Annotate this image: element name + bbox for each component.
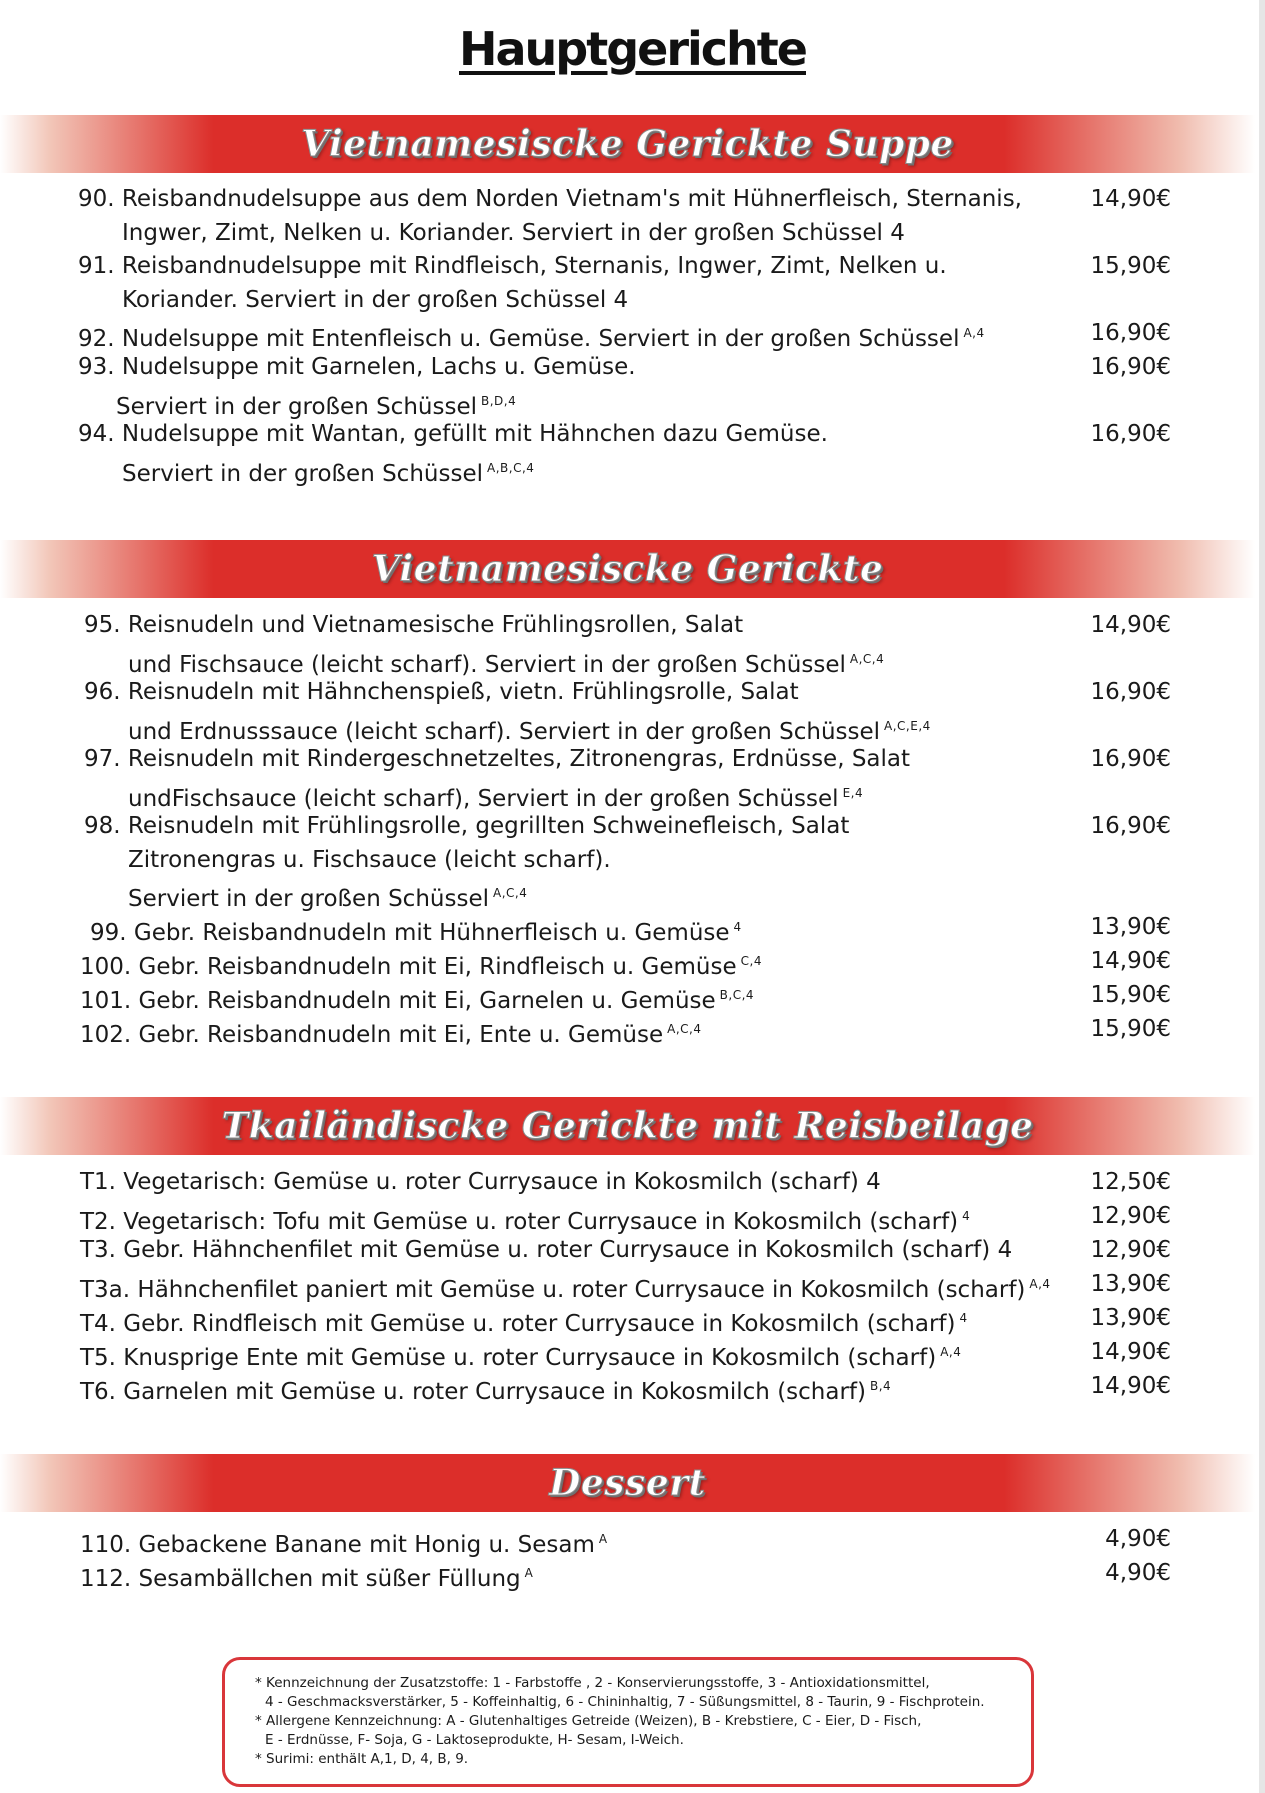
dish-price: 14,90€ — [1090, 612, 1171, 638]
dish-text: Serviert in der großen Schüssel — [116, 393, 477, 420]
dish-text: undFischsauce (leicht scharf), Serviert in der großen Schüssel — [128, 785, 839, 812]
menu-item — [0, 1200, 1265, 1234]
dish-text: T3a. Hähnchenfilet paniert mit Gemüse u. roter Currysauce in Kokosmilch (scharf) — [80, 1277, 1026, 1303]
dish-text: 96. Reisnudeln mit Hähnchenspieß, vietn. Frühlingsrolle, Salat — [84, 679, 799, 705]
dish-price: 16,90€ — [1090, 679, 1171, 705]
section-banner — [0, 1097, 1255, 1155]
dish-text: Serviert in der großen Schüssel — [122, 460, 483, 487]
allergen-codes: A,C,4 — [849, 651, 885, 666]
dish-price: 14,90€ — [1090, 1373, 1171, 1399]
legend-line: * Allergene Kennzeichnung: A - Glutenhaltiges Getreide (Weizen), B - Krebstiere, C - Eier, D - Fisch, — [255, 1713, 922, 1729]
section-banner — [0, 540, 1255, 598]
dish-price: 14,90€ — [1090, 948, 1171, 974]
menu-item — [0, 351, 1265, 418]
dish-price: 16,90€ — [1090, 421, 1171, 447]
dish-price: 4,90€ — [1105, 1560, 1171, 1586]
dish-price: 12,50€ — [1090, 1169, 1171, 1195]
section-title: Vietnamesiscke Gerickte Suppe — [301, 123, 954, 165]
allergen-codes: A,B,C,4 — [487, 460, 535, 475]
dish-text: 92. Nudelsuppe mit Entenfleisch u. Gemüse. Serviert in der großen Schüssel — [78, 326, 960, 352]
allergen-codes: C,4 — [740, 954, 762, 968]
dish-text: Serviert in der großen Schüssel — [128, 886, 489, 912]
menu-item — [0, 1370, 1265, 1404]
dish-text: 102. Gebr. Reisbandnudeln mit Ei, Ente u. Gemüse — [80, 1022, 664, 1048]
menu-item — [0, 418, 1265, 485]
dish-text: 100. Gebr. Reisbandnudeln mit Ei, Rindfleisch u. Gemüse — [80, 954, 737, 980]
dish-text: T5. Knusprige Ente mit Gemüse u. roter Currysauce in Kokosmilch (scharf) — [80, 1345, 937, 1371]
allergen-codes: A,4 — [940, 1345, 962, 1359]
section-title: Vietnamesiscke Gerickte — [371, 548, 884, 590]
allergen-codes: B,4 — [870, 1379, 892, 1393]
allergen-codes: A — [524, 1566, 534, 1580]
dish-text: und Fischsauce (leicht scharf). Serviert in der großen Schüssel — [128, 651, 846, 678]
page-title: Hauptgerichte — [459, 22, 806, 76]
additives-legend — [222, 1657, 1034, 1787]
menu-item — [0, 609, 1265, 676]
menu-item — [0, 183, 1265, 250]
menu-item — [0, 1268, 1265, 1302]
allergen-codes: B,D,4 — [481, 393, 517, 408]
allergen-codes: B,C,4 — [719, 988, 755, 1002]
dish-text: 91. Reisbandnudelsuppe mit Rindfleisch, Sternanis, Ingwer, Zimt, Nelken u. — [78, 253, 947, 279]
dish-text: T6. Garnelen mit Gemüse u. roter Currysauce in Kokosmilch (scharf) — [80, 1379, 866, 1405]
dish-text: 99. Gebr. Reisbandnudeln mit Hühnerfleisch u. Gemüse — [90, 920, 730, 946]
section-banner — [0, 1454, 1255, 1512]
menu-item — [0, 1523, 1265, 1557]
allergen-codes: 4 — [733, 920, 742, 934]
menu-item — [0, 979, 1265, 1013]
menu-item — [0, 810, 1265, 911]
allergen-codes: E,4 — [842, 785, 864, 800]
dish-price: 15,90€ — [1090, 1016, 1171, 1042]
menu-item — [0, 1336, 1265, 1370]
dish-price: 16,90€ — [1090, 746, 1171, 772]
dish-text: T4. Gebr. Rindfleisch mit Gemüse u. roter Currysauce in Kokosmilch (scharf) — [80, 1311, 956, 1337]
dish-text: 94. Nudelsuppe mit Wantan, gefüllt mit Hähnchen dazu Gemüse. — [78, 421, 828, 447]
dish-text: 110. Gebackene Banane mit Honig u. Sesam — [80, 1532, 595, 1558]
dish-text: 97. Reisnudeln mit Rindergeschnetzeltes, Zitronengras, Erdnüsse, Salat — [84, 746, 911, 772]
dish-text: T2. Vegetarisch: Tofu mit Gemüse u. roter Currysauce in Kokosmilch (scharf) — [80, 1209, 959, 1235]
menu-item — [0, 911, 1265, 945]
dish-price: 14,90€ — [1090, 186, 1171, 212]
legend-line: * Kennzeichnung der Zusatzstoffe: 1 - Farbstoffe , 2 - Konservierungsstoffe, 3 - Antioxidationsmittel, — [255, 1675, 930, 1691]
menu-item — [0, 317, 1265, 351]
dish-text: T3. Gebr. Hähnchenfilet mit Gemüse u. roter Currysauce in Kokosmilch (scharf) 4 — [80, 1237, 1013, 1263]
dish-price: 15,90€ — [1090, 982, 1171, 1008]
dish-price: 12,90€ — [1090, 1203, 1171, 1229]
menu-item — [0, 250, 1265, 317]
dish-text: Ingwer, Zimt, Nelken u. Koriander. Serviert in der großen Schüssel 4 — [122, 219, 905, 246]
menu-item — [0, 1234, 1265, 1268]
dish-text: 112. Sesambällchen mit süßer Füllung — [80, 1566, 521, 1592]
dish-price: 16,90€ — [1090, 354, 1171, 380]
menu-item — [0, 1013, 1265, 1047]
dish-text: 101. Gebr. Reisbandnudeln mit Ei, Garnelen u. Gemüse — [80, 988, 716, 1014]
allergen-codes: A,C,4 — [493, 886, 528, 900]
legend-line: E - Erdnüsse, F- Soja, G - Laktoseprodukte, H- Sesam, I-Weich. — [265, 1732, 684, 1748]
dish-price: 4,90€ — [1105, 1526, 1171, 1552]
allergen-codes: A,C,E,4 — [884, 718, 931, 733]
section-title: Tkailändiscke Gerickte mit Reisbeilage — [221, 1105, 1034, 1147]
dish-price: 15,90€ — [1090, 253, 1171, 279]
dish-price: 16,90€ — [1090, 813, 1171, 839]
dish-text: T1. Vegetarisch: Gemüse u. roter Currysauce in Kokosmilch (scharf) 4 — [80, 1169, 881, 1195]
menu-item — [0, 1166, 1265, 1200]
dish-price: 14,90€ — [1090, 1339, 1171, 1365]
menu-item — [0, 676, 1265, 743]
allergen-codes: A,C,4 — [667, 1022, 702, 1036]
dish-text: und Erdnusssauce (leicht scharf). Serviert in der großen Schüssel — [128, 718, 881, 745]
dish-text: 90. Reisbandnudelsuppe aus dem Norden Vietnam's mit Hühnerfleisch, Sternanis, — [78, 186, 1022, 212]
allergen-codes: 4 — [959, 1311, 968, 1325]
dish-text: 98. Reisnudeln mit Frühlingsrolle, gegrillten Schweinefleisch, Salat — [84, 813, 850, 839]
dish-price: 13,90€ — [1090, 1305, 1171, 1331]
menu-item — [0, 1302, 1265, 1336]
section-banner — [0, 115, 1255, 173]
menu-item — [0, 743, 1265, 810]
dish-text: 95. Reisnudeln und Vietnamesische Frühlingsrollen, Salat — [84, 612, 744, 638]
legend-line: * Surimi: enthält A,1, D, 4, B, 9. — [255, 1751, 469, 1767]
legend-line: 4 - Geschmacksverstärker, 5 - Koffeinhaltig, 6 - Chininhaltig, 7 - Süßungsmittel, 8 - Taurin, 9 - Fischprotein. — [265, 1694, 985, 1710]
section-title: Dessert — [549, 1462, 706, 1504]
dish-price: 16,90€ — [1090, 320, 1171, 346]
menu-item — [0, 945, 1265, 979]
dish-price: 12,90€ — [1090, 1237, 1171, 1263]
allergen-codes: 4 — [962, 1209, 971, 1223]
menu-item — [0, 1557, 1265, 1591]
dish-price: 13,90€ — [1090, 1271, 1171, 1297]
allergen-codes: A — [598, 1532, 608, 1546]
dish-text: Koriander. Serviert in der großen Schüssel 4 — [122, 286, 629, 313]
allergen-codes: A,4 — [963, 326, 985, 340]
dish-text: 93. Nudelsuppe mit Garnelen, Lachs u. Gemüse. — [78, 354, 636, 380]
dish-price: 13,90€ — [1090, 914, 1171, 940]
dish-text: Zitronengras u. Fischsauce (leicht scharf). — [128, 846, 611, 873]
allergen-codes: A,4 — [1029, 1277, 1051, 1291]
